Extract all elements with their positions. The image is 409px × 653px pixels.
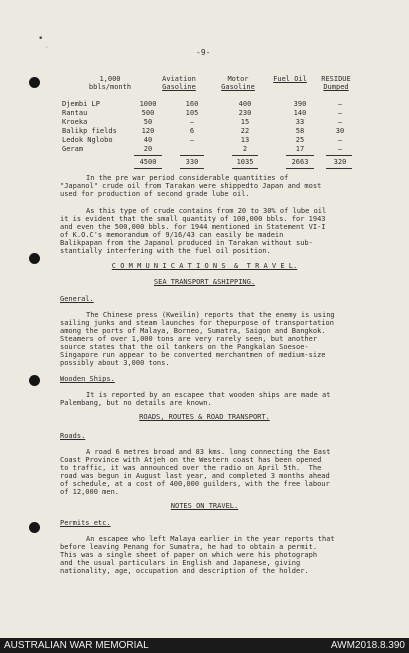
row-name: Djembi LP (62, 100, 100, 108)
punch-hole (29, 522, 40, 533)
paragraph-line: The Chinese press (Kweilin) reports that the enemy is using (86, 311, 335, 319)
table-header (314, 75, 358, 91)
table-row (62, 136, 362, 145)
corner-mark: · (45, 44, 49, 51)
paragraph-line: stantially interfering with the fuel oil position. (60, 247, 271, 255)
row-name: Geram (62, 145, 84, 153)
cell: 400 (238, 100, 252, 108)
paragraph-line: Singapore run appear to be converted merchantmen of medium-size (60, 351, 326, 359)
header-line: Gasoline (221, 83, 255, 91)
paragraph-line: possibly about 3,000 tons. (60, 359, 170, 367)
paragraph-line: of 12,000 men. (60, 488, 120, 496)
table-row (62, 145, 362, 154)
paragraph-line: Balikpapan from the Japanol produced in Tarakan without sub- (60, 239, 313, 247)
total-cell: 4500 (139, 158, 157, 166)
cell: – (337, 118, 343, 126)
cell: 500 (141, 109, 155, 117)
table-row (62, 109, 362, 118)
cell: 15 (240, 118, 250, 126)
paragraph-line: of schedule, at a cost of 400,000 guilders, with the free labour (60, 480, 330, 488)
paragraph-line: used for production of second grade lube oil. (60, 190, 250, 198)
table-row (62, 127, 362, 136)
paragraph-line: and even the 500,000 bbls. for 1944 mentioned in Statement VI-I (60, 223, 326, 231)
header-line: Aviation (162, 75, 196, 83)
paragraph-line: "Japanol" crude oil from Tarakan were shippedto Japan and most (60, 182, 322, 190)
total-rule (180, 168, 204, 169)
paragraph-line: A road 6 metres broad and 83 kms. long connecting the East (86, 448, 331, 456)
sum-rule (180, 155, 204, 156)
cell: 390 (293, 100, 307, 108)
heading-text: SEA TRANSPORT &SHIPPING. (153, 278, 256, 286)
cell: – (337, 136, 343, 144)
sum-rule (134, 155, 162, 156)
cell: 13 (240, 136, 250, 144)
paragraph-line: Palembang, but no details are known. (60, 399, 212, 407)
cell: – (189, 118, 195, 126)
footer-catalog-id: AWM2018.8.390 (330, 640, 405, 651)
paragraph-line: This was a single sheet of paper on which were his photograph (60, 551, 318, 559)
cell: 50 (143, 118, 153, 126)
table-row (62, 100, 362, 109)
total-rule (326, 168, 352, 169)
cell: 230 (238, 109, 252, 117)
corner-mark: • (38, 34, 44, 44)
paragraph-line: As this type of crude contains from 20 to 30% of lube oil (86, 207, 327, 215)
row-name: Balikp fields (62, 127, 117, 135)
table-header (270, 75, 310, 83)
wooden-ships-heading: Wooden Ships. (60, 375, 115, 383)
cell: – (337, 145, 343, 153)
archive-footer (0, 638, 409, 653)
sum-rule (232, 155, 258, 156)
total-cell: 320 (333, 158, 347, 166)
header-line: Dumped (323, 83, 349, 91)
subsection-heading (0, 502, 409, 510)
cell: 2 (242, 145, 248, 153)
paragraph-line: and the usual particulars in English and Japanese, giving (60, 559, 301, 567)
totals-row (62, 158, 362, 167)
total-rule (134, 168, 162, 169)
paragraph-line: source states that the oil tankers on the Pangkalan Soesoe- (60, 343, 309, 351)
paragraph-line: In the pre war period considerable quantities of (86, 174, 289, 182)
paragraph-line: It is reported by an escapee that wooden ships are made at (86, 391, 331, 399)
total-rule (286, 168, 314, 169)
heading-text: NOTES ON TRAVEL. (170, 502, 239, 510)
footer-institution: AUSTRALIAN WAR MEMORIAL (4, 640, 149, 651)
header-line: bbls/month (88, 83, 132, 91)
paragraph-line: Coast Province with Atjeh on the Western coast has been opened (60, 456, 322, 464)
permits-heading: Permits etc. (60, 519, 111, 527)
punch-hole (29, 77, 40, 88)
cell: 33 (295, 118, 305, 126)
table-row (62, 118, 362, 127)
table-header (154, 75, 204, 91)
cell: 160 (185, 100, 199, 108)
header-line: 1,000 (99, 75, 121, 83)
cell: – (337, 109, 343, 117)
header-line: Motor (227, 75, 249, 83)
heading-text: C O M M U N I C A T I O N S & T R A V E L. (111, 262, 298, 270)
paragraph-line: road was begun in August last year, and completed 3 months ahead (60, 472, 330, 480)
cell: 20 (143, 145, 153, 153)
paragraph-line: among the ports of Malaya, Borneo, Sumatra, Saigon and Bangkok. (60, 327, 326, 335)
heading-text: ROADS, ROUTES & ROAD TRANSPORT. (139, 413, 270, 421)
paragraph-line: An escapee who left Malaya earlier in the year reports that (86, 535, 335, 543)
page-number: -9- (196, 48, 211, 57)
cell: 22 (240, 127, 250, 135)
cell: 58 (295, 127, 305, 135)
header-line: RESIDUE (321, 75, 351, 83)
header-line: Gasoline (162, 83, 196, 91)
cell: 17 (295, 145, 305, 153)
cell: 30 (335, 127, 345, 135)
subsection-heading (0, 278, 409, 286)
general-heading: General. (60, 295, 94, 303)
cell: 120 (141, 127, 155, 135)
paragraph-line: sailing junks and steam launches for thepurpose of transportation (60, 319, 334, 327)
cell: 6 (189, 127, 195, 135)
total-cell: 2663 (291, 158, 309, 166)
roads-heading: Roads. (60, 432, 86, 440)
punch-hole (29, 375, 40, 386)
paragraph-line: it is evident that the small quantity of 100,000 bbls. for 1943 (60, 215, 326, 223)
table-header (70, 75, 150, 91)
row-name: Ledok Nglobo (62, 136, 113, 144)
paragraph-line: nationality, age, occupation and description of the holder. (60, 567, 309, 575)
cell: 105 (185, 109, 199, 117)
sum-rule (326, 155, 352, 156)
total-cell: 1035 (236, 158, 254, 166)
paragraph-line: of K.O.C's memorandum of 9/16/43 can easily be madein (60, 231, 284, 239)
table-header (212, 75, 264, 91)
row-name: Kroeka (62, 118, 88, 126)
cell: 140 (293, 109, 307, 117)
cell: – (337, 100, 343, 108)
paragraph-line: to traffic, it was announced over the radio on April 5th. The (60, 464, 322, 472)
paragraph-line: before leaving Penang for Sumatra, he had to obtain a permit. (60, 543, 318, 551)
total-cell: 330 (185, 158, 199, 166)
total-rule (232, 168, 258, 169)
sum-rule (286, 155, 314, 156)
cell: 40 (143, 136, 153, 144)
cell: – (189, 136, 195, 144)
subsection-heading (0, 413, 409, 421)
paragraph-line: Steamers of over 1,000 tons are very rarely seen, but another (60, 335, 318, 343)
cell: 25 (295, 136, 305, 144)
header-line: Fuel Oil (273, 75, 307, 83)
cell: 1000 (139, 100, 157, 108)
row-name: Rantau (62, 109, 88, 117)
section-heading (0, 262, 409, 270)
